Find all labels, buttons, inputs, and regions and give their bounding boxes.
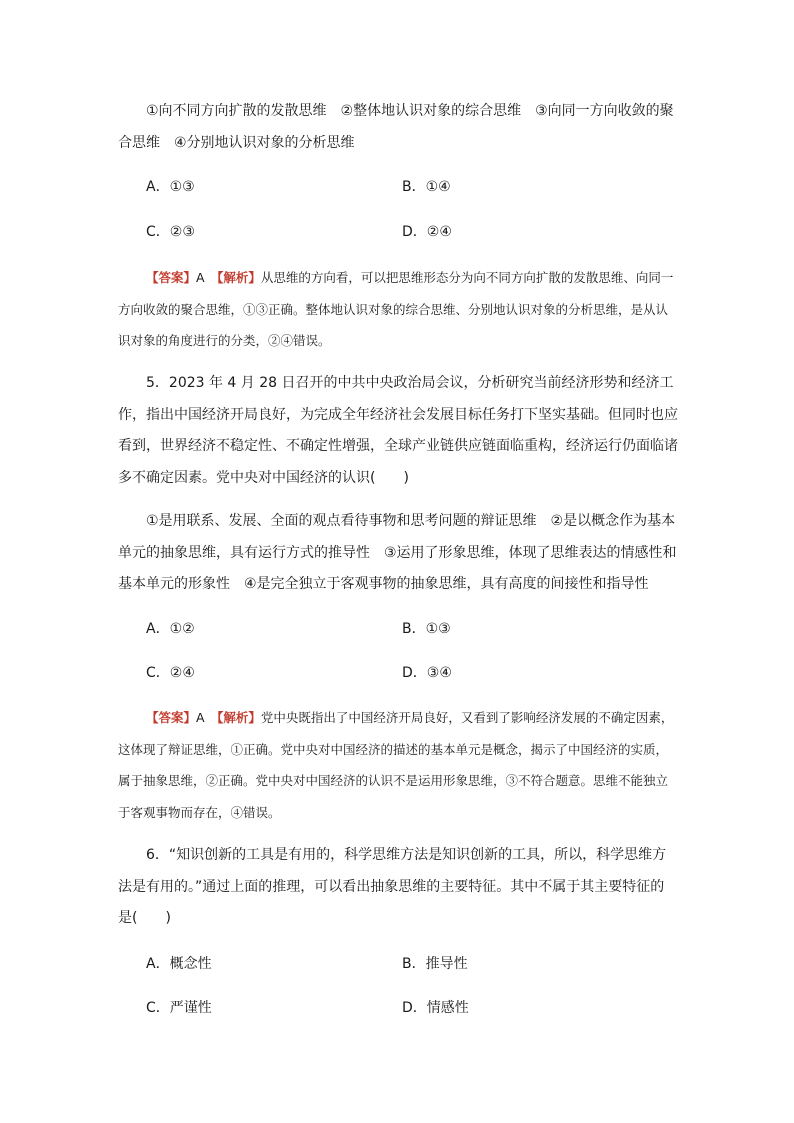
q6-options-row-2 xyxy=(146,997,676,1019)
q5-option-a[interactable]: A．①② xyxy=(146,621,195,637)
q4-answer-tag: 【答案】 xyxy=(146,270,197,285)
q4-answer xyxy=(118,262,678,357)
q6-option-b[interactable]: B．推导性 xyxy=(402,956,468,972)
q4-option-b[interactable]: B．①④ xyxy=(402,179,451,195)
q6-option-d[interactable]: D．情感性 xyxy=(402,1000,469,1016)
q4-answer-key: A xyxy=(196,270,205,285)
q4-analysis-text: 从思维的方向看，可以把思维形态分为向不同方向扩散的发散思维、向同一方向收敛的聚合思维，①③正确。整体地认识对象的综合思维、分别地认识对象的分析思维，是从认识对象的角度进行的分类，②④错误。 xyxy=(118,270,674,348)
q4-options-row-2 xyxy=(146,221,676,243)
q5-analysis-text: 党中央既指出了中国经济开局良好，又看到了影响经济发展的不确定因素，这体现了辩证思维，①正确。党中央对中国经济的描述的基本单元是概念，揭示了中国经济的实质，属于抽象思维，②正确。党中央对中国经济的认识不是运用形象思维，③不符合题意。思维不能独立于客观事物而存在，④错误。 xyxy=(118,710,674,820)
q5-statements: ①是用联系、发展、全面的观点看待事物和思考问题的辩证思维 ②是以概念作为基本单元的抽象思维，具有运行方式的推导性 ③运用了形象思维，体现了思维表达的情感性和基本单元的形象性 ④是完全独立于客观事物的抽象思维，具有高度的间接性和指导性 xyxy=(118,513,677,592)
q6-stem: 6．“知识创新的工具是有用的，科学思维方法是知识创新的工具，所以，科学思维方法是有用的。”通过上面的推理，可以看出抽象思维的主要特征。其中不属于其主要特征的是( ) xyxy=(118,847,667,926)
q5-options-row-2 xyxy=(146,662,676,684)
q6-option-c[interactable]: C．严谨性 xyxy=(146,1000,212,1016)
q5-stem: 5．2023 年 4 月 28 日召开的中共中央政治局会议，分析研究当前经济形势和经济工作，指出中国经济开局良好，为完成全年经济社会发展目标任务打下坚实基础。但同时也应看到，世界经济不稳定性、不确定性增强，全球产业链供应链面临重构，经济运行仍面临诸多不确定因素。党中央对中国经济的认识( ) xyxy=(118,375,678,486)
q5-option-d[interactable]: D．③④ xyxy=(402,665,452,681)
q4-analysis-tag: 【解析】 xyxy=(217,270,261,285)
q4-option-c[interactable]: C．②③ xyxy=(146,224,195,240)
q5-answer-key: A xyxy=(196,710,205,725)
q4-statements: ①向不同方向扩散的发散思维 ②整体地认识对象的综合思维 ③向同一方向收敛的聚合思维 ④分别地认识对象的分析思维 xyxy=(118,103,674,151)
q5-analysis-tag: 【解析】 xyxy=(217,710,261,725)
q5-option-c[interactable]: C．②④ xyxy=(146,665,195,681)
q4-options-row-1 xyxy=(146,176,676,198)
q5-options-row-1 xyxy=(146,618,676,640)
q5-option-b[interactable]: B．①③ xyxy=(402,621,451,637)
q4-option-d[interactable]: D．②④ xyxy=(402,224,452,240)
q6-option-a[interactable]: A．概念性 xyxy=(146,956,212,972)
q4-option-a[interactable]: A．①③ xyxy=(146,179,195,195)
q5-answer-tag: 【答案】 xyxy=(146,710,197,725)
q6-options-row-1 xyxy=(146,953,676,975)
q5-answer xyxy=(118,702,678,828)
